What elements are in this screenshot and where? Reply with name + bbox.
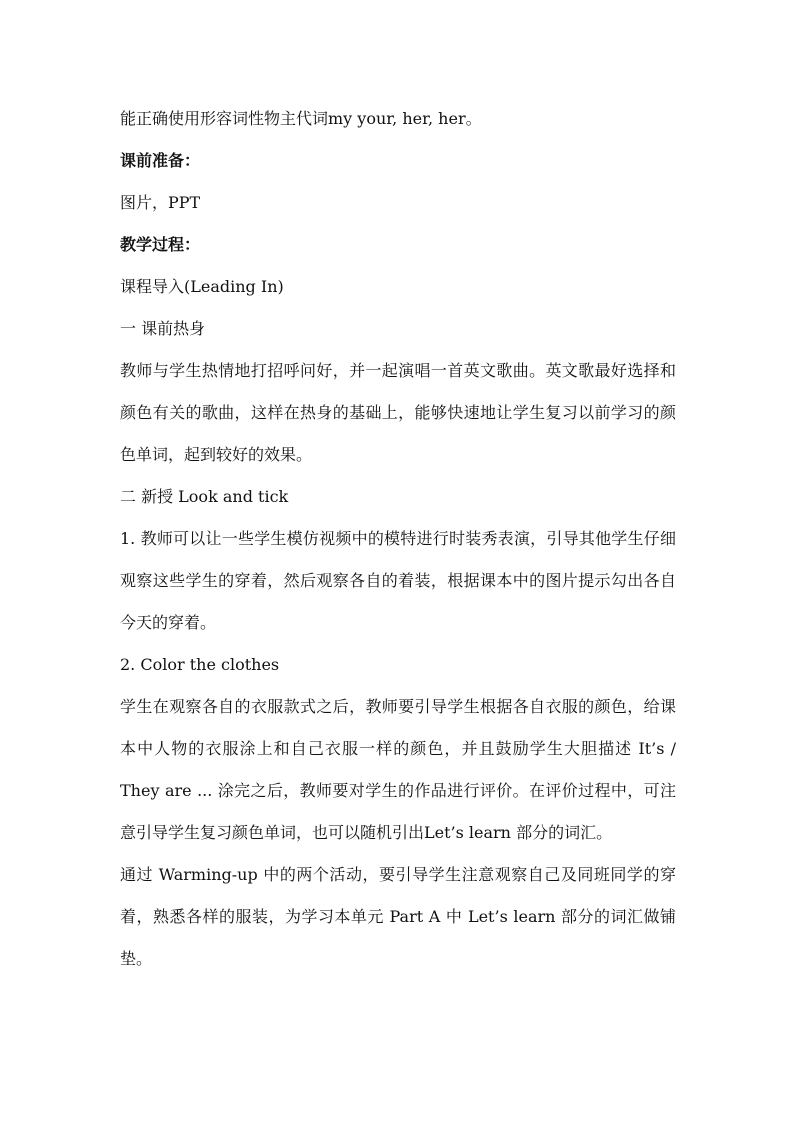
- document-body: [120, 98, 680, 980]
- section-warmup-title: 一 课前热身: [120, 319, 206, 338]
- materials-text: 图片，PPT: [120, 193, 201, 212]
- step-2-body: 学生在观察各自的衣服款式之后，教师要引导学生根据各自衣服的颜色，给课本中人物的衣服涂上和自己衣服一样的颜色，并且鼓励学生大胆描述 It’s / They are ... 涂完之后，教师要对学生的作品进行评价。在评价过程中，可注意引导学生复习颜色单词，也可以随机引出Let’s learn 部分的词汇。: [120, 697, 676, 842]
- leading-in-text: 课程导入(Leading In): [120, 277, 284, 296]
- step-2-title: 2. Color the clothes: [120, 655, 280, 674]
- step-1-text: 1. 教师可以让一些学生模仿视频中的模特进行时装秀表演，引导其他学生仔细观察这些学生的穿着，然后观察各自的着装，根据课本中的图片提示勾出各自今天的穿着。: [120, 529, 676, 632]
- preparation-heading: 课前准备：: [120, 151, 201, 170]
- section-new-lesson-title: 二 新授 Look and tick: [120, 487, 289, 506]
- section-warmup-body: 教师与学生热情地打招呼问好，并一起演唱一首英文歌曲。英文歌最好选择和颜色有关的歌曲，这样在热身的基础上，能够快速地让学生复习以前学习的颜色单词，起到较好的效果。: [120, 361, 676, 464]
- objective-text: 能正确使用形容词性物主代词my your, her, her。: [120, 109, 482, 128]
- process-heading: 教学过程：: [120, 235, 201, 254]
- summary-text: 通过 Warming-up 中的两个活动，要引导学生注意观察自己及同班同学的穿着，熟悉各样的服装，为学习本单元 Part A 中 Let’s learn 部分的词汇做铺垫。: [120, 865, 676, 968]
